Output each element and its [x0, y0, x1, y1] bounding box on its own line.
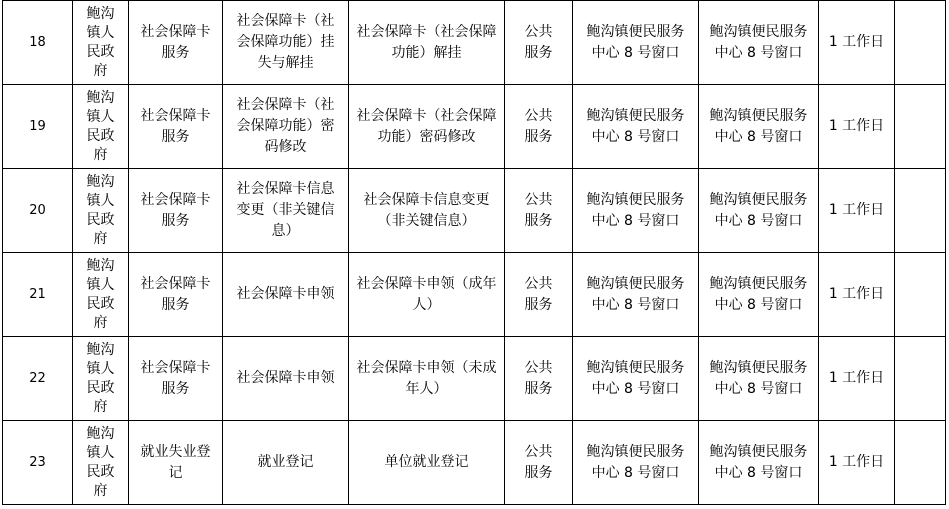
service-type-cell: 公共服务 [505, 253, 573, 337]
service-item-cell: 社会保障卡申领 [223, 253, 349, 337]
handling-location-cell: 鲍沟镇便民服务中心 8 号窗口 [573, 253, 699, 337]
sub-item-cell: 社会保障卡申领（成年人） [349, 253, 505, 337]
service-item-cell: 社会保障卡申领 [223, 337, 349, 421]
remark-cell [895, 421, 946, 505]
category-cell: 就业失业登记 [129, 421, 223, 505]
service-item-cell: 社会保障卡信息变更（非关键信息） [223, 169, 349, 253]
row-number-cell: 21 [3, 253, 73, 337]
handling-location-cell: 鲍沟镇便民服务中心 8 号窗口 [573, 85, 699, 169]
service-type-cell: 公共服务 [505, 1, 573, 85]
table-row [3, 337, 946, 421]
row-number-cell: 19 [3, 85, 73, 169]
consult-location-cell: 鲍沟镇便民服务中心 8 号窗口 [699, 337, 819, 421]
consult-location-cell: 鲍沟镇便民服务中心 8 号窗口 [699, 421, 819, 505]
category-cell: 社会保障卡服务 [129, 253, 223, 337]
remark-cell [895, 253, 946, 337]
sub-item-cell: 社会保障卡（社会保障功能）密码修改 [349, 85, 505, 169]
consult-location-cell: 鲍沟镇便民服务中心 8 号窗口 [699, 253, 819, 337]
table-row [3, 1, 946, 85]
row-number-cell: 22 [3, 337, 73, 421]
time-limit-cell: 1 工作日 [819, 169, 895, 253]
category-cell: 社会保障卡服务 [129, 337, 223, 421]
service-item-cell: 社会保障卡（社会保障功能）密码修改 [223, 85, 349, 169]
handling-location-cell: 鲍沟镇便民服务中心 8 号窗口 [573, 337, 699, 421]
time-limit-cell: 1 工作日 [819, 85, 895, 169]
row-number-cell: 23 [3, 421, 73, 505]
table-row [3, 253, 946, 337]
remark-cell [895, 1, 946, 85]
service-items-table [2, 0, 946, 505]
service-type-cell: 公共服务 [505, 169, 573, 253]
table-row [3, 421, 946, 505]
category-cell: 社会保障卡服务 [129, 85, 223, 169]
table-row [3, 85, 946, 169]
service-type-cell: 公共服务 [505, 85, 573, 169]
consult-location-cell: 鲍沟镇便民服务中心 8 号窗口 [699, 85, 819, 169]
handling-location-cell: 鲍沟镇便民服务中心 8 号窗口 [573, 421, 699, 505]
organization-cell: 鲍沟镇人民政府 [73, 253, 129, 337]
service-type-cell: 公共服务 [505, 337, 573, 421]
handling-location-cell: 鲍沟镇便民服务中心 8 号窗口 [573, 1, 699, 85]
time-limit-cell: 1 工作日 [819, 421, 895, 505]
organization-cell: 鲍沟镇人民政府 [73, 1, 129, 85]
category-cell: 社会保障卡服务 [129, 1, 223, 85]
sub-item-cell: 社会保障卡信息变更（非关键信息） [349, 169, 505, 253]
sub-item-cell: 社会保障卡（社会保障功能）解挂 [349, 1, 505, 85]
remark-cell [895, 337, 946, 421]
row-number-cell: 18 [3, 1, 73, 85]
sub-item-cell: 社会保障卡申领（未成年人） [349, 337, 505, 421]
consult-location-cell: 鲍沟镇便民服务中心 8 号窗口 [699, 1, 819, 85]
table-row [3, 169, 946, 253]
row-number-cell: 20 [3, 169, 73, 253]
time-limit-cell: 1 工作日 [819, 253, 895, 337]
organization-cell: 鲍沟镇人民政府 [73, 169, 129, 253]
service-item-cell: 就业登记 [223, 421, 349, 505]
table-body [3, 1, 946, 505]
handling-location-cell: 鲍沟镇便民服务中心 8 号窗口 [573, 169, 699, 253]
category-cell: 社会保障卡服务 [129, 169, 223, 253]
time-limit-cell: 1 工作日 [819, 1, 895, 85]
remark-cell [895, 169, 946, 253]
service-item-cell: 社会保障卡（社会保障功能）挂失与解挂 [223, 1, 349, 85]
organization-cell: 鲍沟镇人民政府 [73, 85, 129, 169]
organization-cell: 鲍沟镇人民政府 [73, 421, 129, 505]
remark-cell [895, 85, 946, 169]
consult-location-cell: 鲍沟镇便民服务中心 8 号窗口 [699, 169, 819, 253]
service-type-cell: 公共服务 [505, 421, 573, 505]
time-limit-cell: 1 工作日 [819, 337, 895, 421]
sub-item-cell: 单位就业登记 [349, 421, 505, 505]
organization-cell: 鲍沟镇人民政府 [73, 337, 129, 421]
